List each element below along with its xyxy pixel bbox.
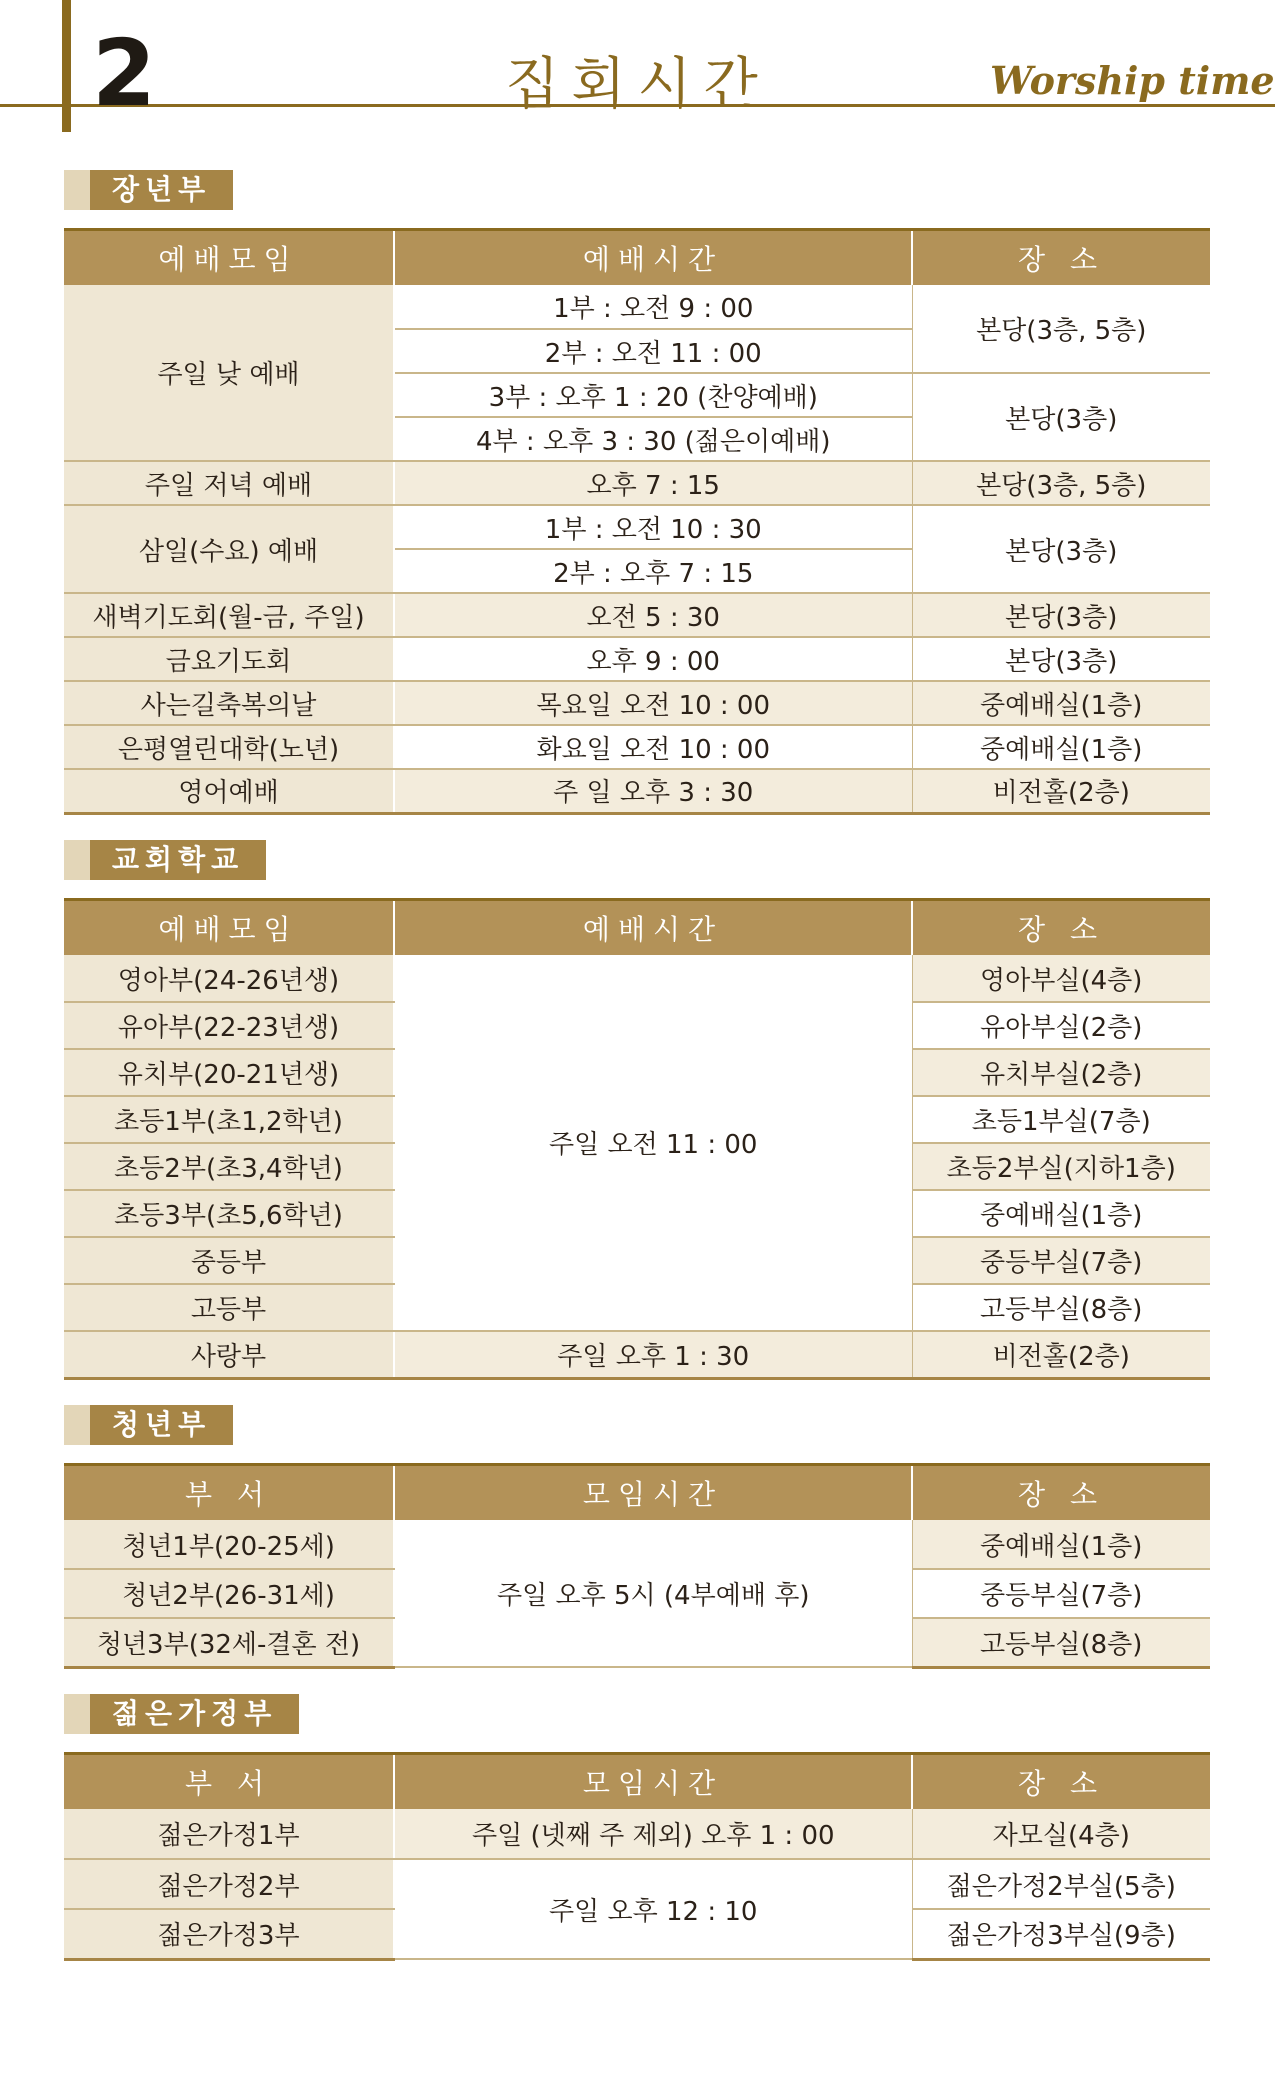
page-subtitle: Worship time xyxy=(990,58,1275,103)
table-row: 2부 : 오후 7 : 15 xyxy=(64,549,1210,593)
table-row: 주일 낮 예배 1부 : 오전 9 : 00 본당(3층, 5층) xyxy=(64,285,1210,329)
table-row: 주일 저녁 예배 오후 7 : 15 본당(3층, 5층) xyxy=(64,461,1210,505)
table-row: 초등2부(초3,4학년) 초등2부실(지하1층) xyxy=(64,1143,1210,1190)
row-name: 주일 낮 예배 xyxy=(64,285,394,461)
page-title: 집회시간 xyxy=(505,52,770,117)
table-row: 유치부(20-21년생) 유치부실(2층) xyxy=(64,1049,1210,1096)
school-table xyxy=(64,898,1210,1380)
table-row: 영어예배 주 일 오후 3 : 30 비전홀(2층) xyxy=(64,769,1210,813)
table-row: 초등1부(초1,2학년) 초등1부실(7층) xyxy=(64,1096,1210,1143)
section-label: 청년부 xyxy=(64,1405,233,1445)
table-header-row: 예배모임 예배시간 장 소 xyxy=(64,900,1210,956)
shared-time: 주일 오후 12 : 10 xyxy=(394,1859,912,1959)
table-row: 금요기도회 오후 9 : 00 본당(3층) xyxy=(64,637,1210,681)
section-label: 젊은가정부 xyxy=(64,1694,299,1734)
table-row: 청년2부(26-31세) 중등부실(7층) xyxy=(64,1569,1210,1618)
table-row: 젊은가정1부 주일 (넷째 주 제외) 오후 1 : 00 자모실(4층) xyxy=(64,1809,1210,1859)
table-row: 초등3부(초5,6학년) 중예배실(1층) xyxy=(64,1190,1210,1237)
table-row: 젊은가정2부 주일 오후 12 : 10 젊은가정2부실(5층) xyxy=(64,1859,1210,1909)
family-table xyxy=(64,1752,1210,1961)
shared-time: 주일 오전 11 : 00 xyxy=(394,955,912,1331)
table-row: 사는길축복의날 목요일 오전 10 : 00 중예배실(1층) xyxy=(64,681,1210,725)
table-row: 중등부 중등부실(7층) xyxy=(64,1237,1210,1284)
section-label: 장년부 xyxy=(64,170,233,210)
adult-table xyxy=(64,228,1210,815)
table-row: 유아부(22-23년생) 유아부실(2층) xyxy=(64,1002,1210,1049)
page-header xyxy=(0,0,1275,140)
page-number: 2 xyxy=(92,20,157,127)
table-row: 젊은가정3부 젊은가정3부실(9층) xyxy=(64,1909,1210,1959)
section-label: 교회학교 xyxy=(64,840,266,880)
table-row: 은평열린대학(노년) 화요일 오전 10 : 00 중예배실(1층) xyxy=(64,725,1210,769)
table-header-row: 부 서 모임시간 장 소 xyxy=(64,1465,1210,1521)
table-row: 사랑부 주일 오후 1 : 30 비전홀(2층) xyxy=(64,1331,1210,1378)
table-row: 고등부 고등부실(8층) xyxy=(64,1284,1210,1331)
table-row: 4부 : 오후 3 : 30 (젊은이예배) xyxy=(64,417,1210,461)
table-row: 2부 : 오전 11 : 00 xyxy=(64,329,1210,373)
table-header-row: 부 서 모임시간 장 소 xyxy=(64,1754,1210,1810)
table-row: 청년1부(20-25세) 주일 오후 5시 (4부예배 후) 중예배실(1층) xyxy=(64,1520,1210,1569)
table-row: 3부 : 오후 1 : 20 (찬양예배) 본당(3층) xyxy=(64,373,1210,417)
table-row: 새벽기도회(월-금, 주일) 오전 5 : 30 본당(3층) xyxy=(64,593,1210,637)
table-row: 청년3부(32세-결혼 전) 고등부실(8층) xyxy=(64,1618,1210,1667)
table-row: 영아부(24-26년생) 주일 오전 11 : 00 영아부실(4층) xyxy=(64,955,1210,1002)
table-header-row: 예배모임 예배시간 장 소 xyxy=(64,230,1210,286)
shared-time: 주일 오후 5시 (4부예배 후) xyxy=(394,1520,912,1667)
youth-table xyxy=(64,1463,1210,1669)
table-row: 삼일(수요) 예배 1부 : 오전 10 : 30 본당(3층) xyxy=(64,505,1210,549)
